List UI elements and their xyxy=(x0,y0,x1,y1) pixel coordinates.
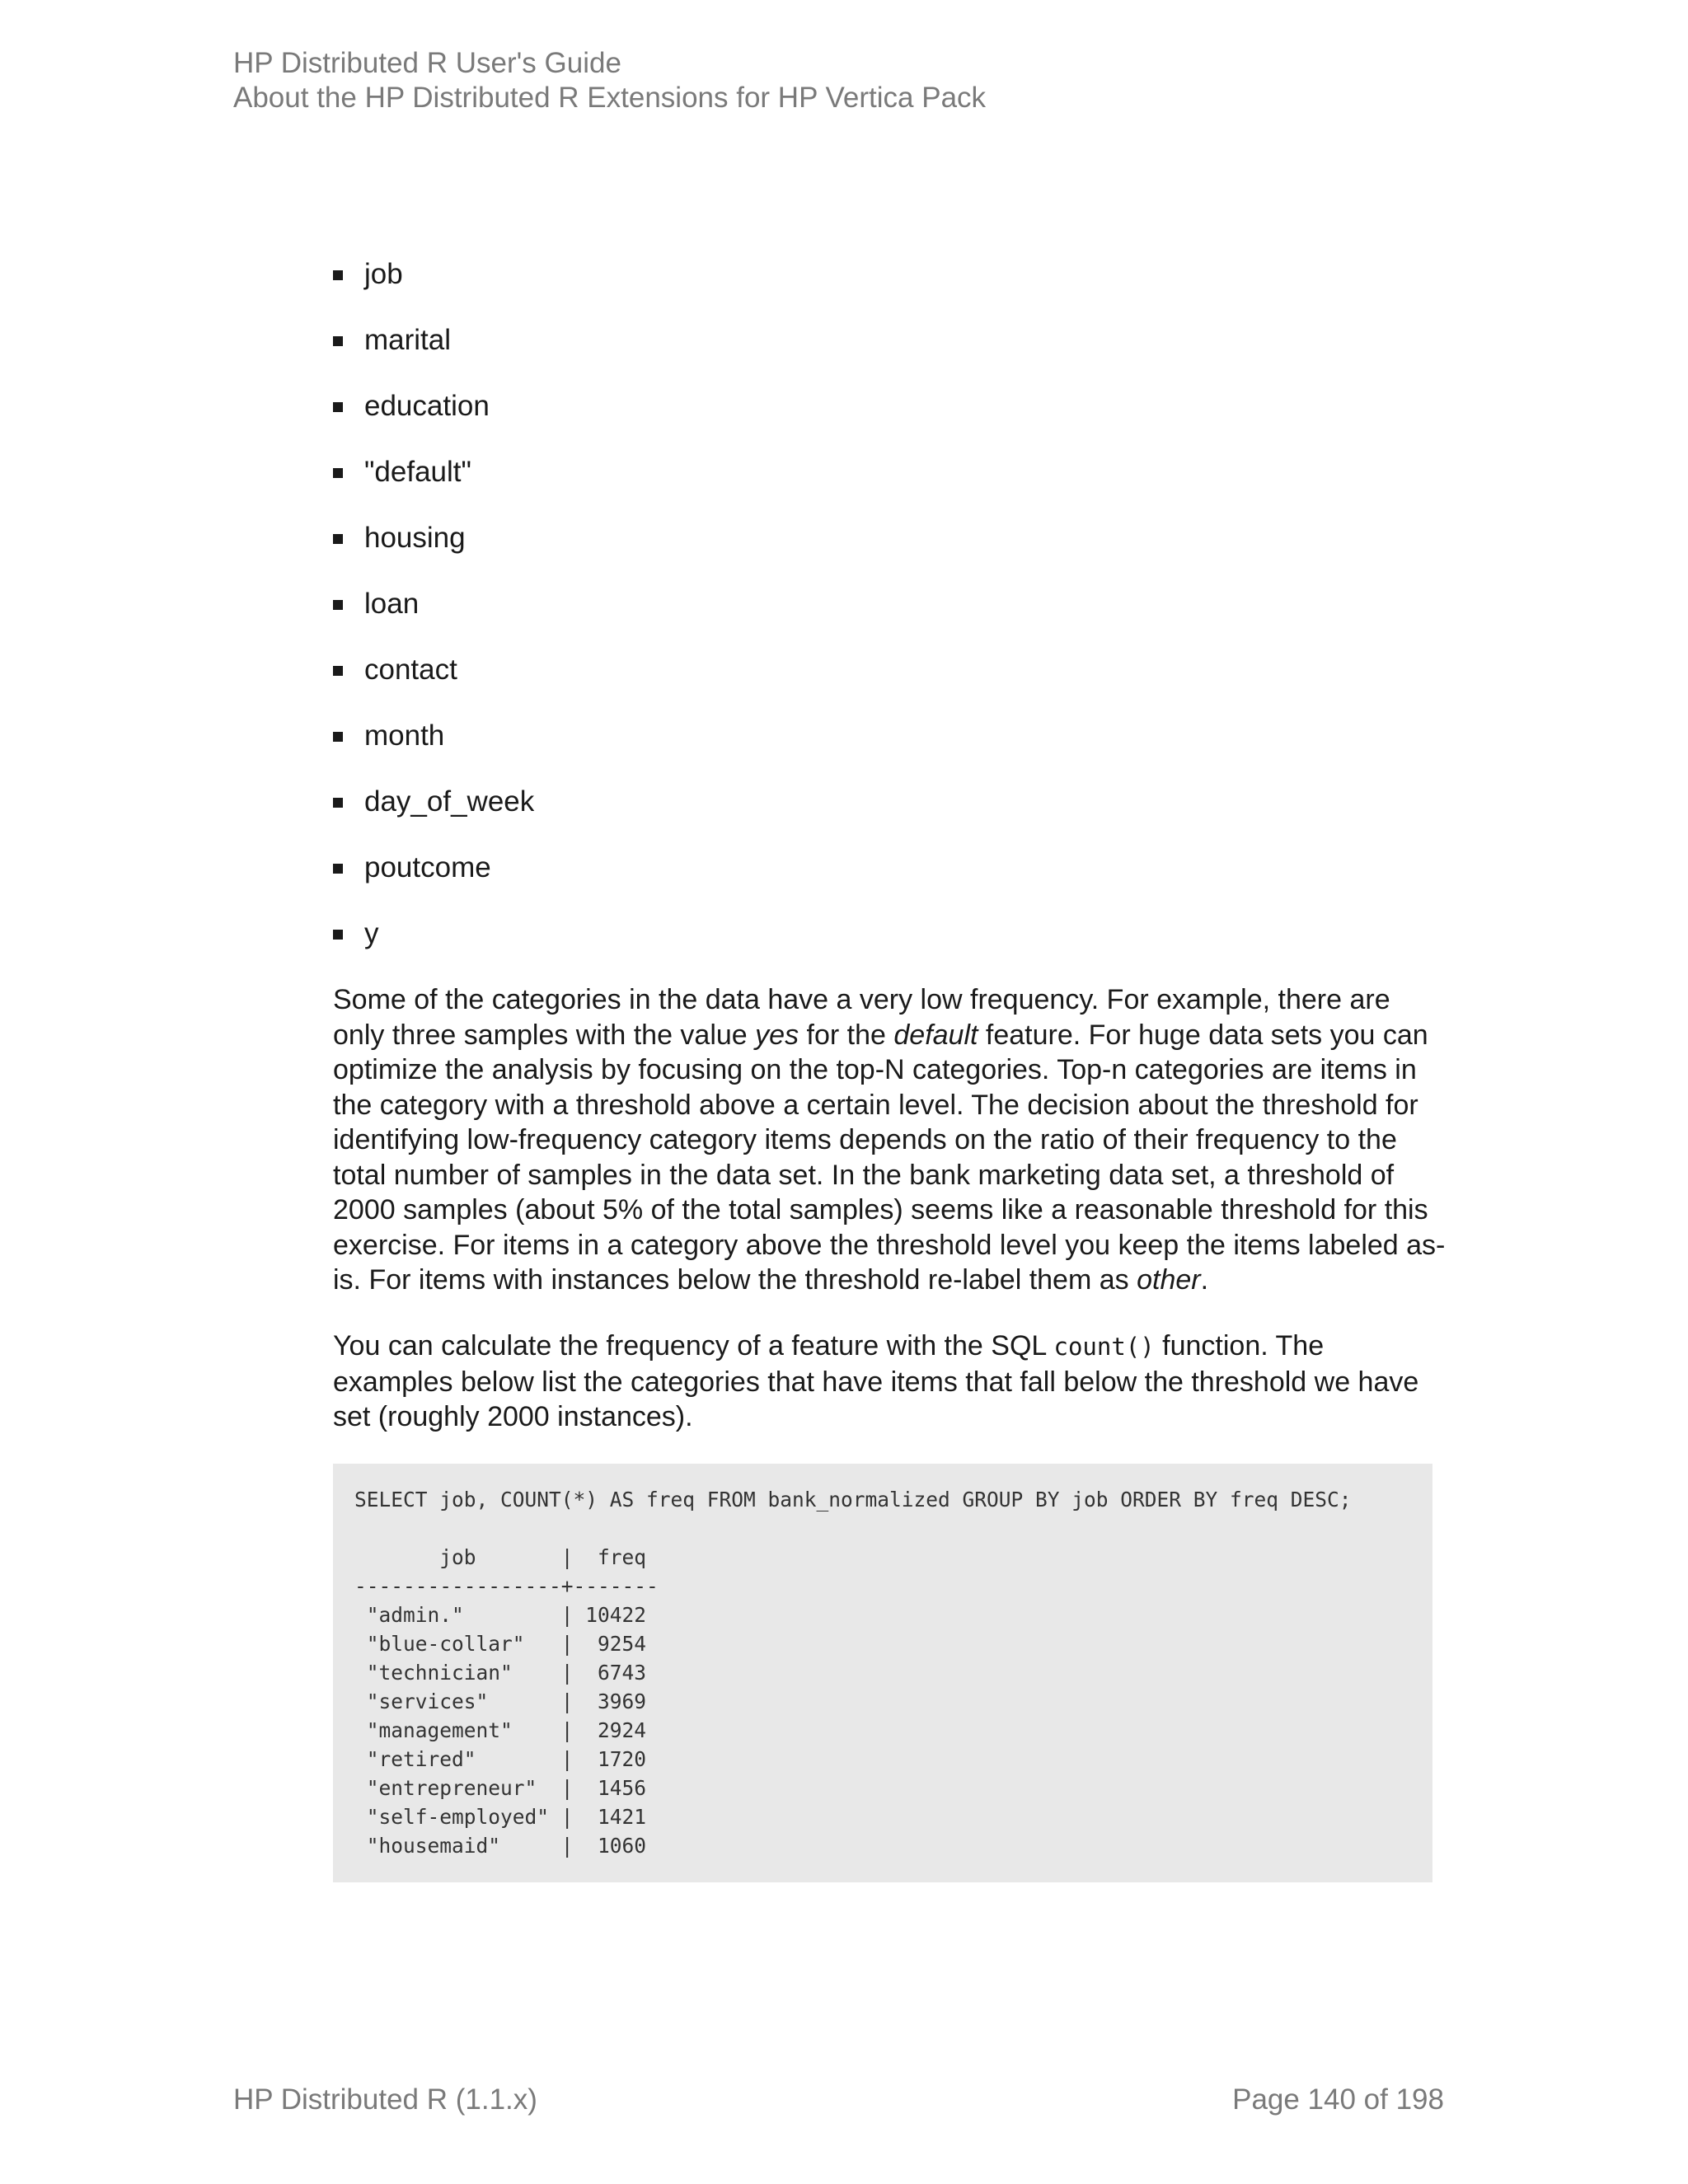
bullet-square-icon xyxy=(333,336,343,346)
list-item: "default" xyxy=(330,450,534,516)
document-title: HP Distributed R User's Guide xyxy=(233,47,621,79)
count-function-paragraph: You can calculate the frequency of a feature with the SQL count() function. The examples below list the categories that have items that fall below the threshold we have set (roughly 2000 instances). xyxy=(333,1330,1419,1432)
bullet-square-icon xyxy=(333,468,343,478)
list-item: day_of_week xyxy=(330,780,534,846)
list-item: y xyxy=(330,912,534,977)
list-item: loan xyxy=(330,582,534,648)
bullet-square-icon xyxy=(333,798,343,808)
footer-page-number: Page 140 of 198 xyxy=(1232,2083,1444,2116)
low-frequency-paragraph: Some of the categories in the data have a very low frequency. For example, there are only three samples with the value yes for the default feature. For huge data sets you can optimize the analysis by focusing on the top-N categories. Top-n categories are items in the category with a threshold above a certain level. The decision about the threshold for identifying low-frequency category items depends on the ratio of their frequency to the total number of samples in the data set. In the bank marketing data set, a threshold of 2000 samples (about 5% of the total samples) seems like a reasonable threshold for this exercise. For items in a category above the threshold level you keep the items labeled as-is. For items with instances below the threshold re-label them as other. xyxy=(333,984,1446,1296)
bullet-square-icon xyxy=(333,270,343,280)
bullet-square-icon xyxy=(333,930,343,940)
bullet-square-icon xyxy=(333,600,343,610)
inline-code: count() xyxy=(1053,1333,1155,1361)
bullet-square-icon xyxy=(333,666,343,676)
bullet-square-icon xyxy=(333,732,343,742)
list-item: job xyxy=(330,252,534,318)
list-item: housing xyxy=(330,516,534,582)
section-title: About the HP Distributed R Extensions for HP Vertica Pack xyxy=(233,82,987,114)
list-item: contact xyxy=(330,648,534,714)
list-item: month xyxy=(330,714,534,780)
list-item: education xyxy=(330,384,534,450)
page-header xyxy=(233,46,986,115)
feature-bullet-list xyxy=(330,252,534,977)
bullet-square-icon xyxy=(333,402,343,412)
sql-code-block xyxy=(333,1464,1432,1882)
list-item: poutcome xyxy=(330,846,534,912)
bullet-square-icon xyxy=(333,534,343,544)
bullet-square-icon xyxy=(333,864,343,874)
code-text: SELECT job, COUNT(*) AS freq FROM bank_normalized GROUP BY job ORDER BY freq DESC; job | freq -----------------+------- "admin." | 10422 "blue-collar" | 9254 "technician" | 6743 "services" | 3969 "management" | 2924 "retired" | 1720 "entrepreneur" | 1456 "self-employed" | 1421 "housemaid" | 1060 xyxy=(354,1488,1352,1858)
footer-product-version: HP Distributed R (1.1.x) xyxy=(233,2083,537,2116)
list-item: marital xyxy=(330,318,534,384)
